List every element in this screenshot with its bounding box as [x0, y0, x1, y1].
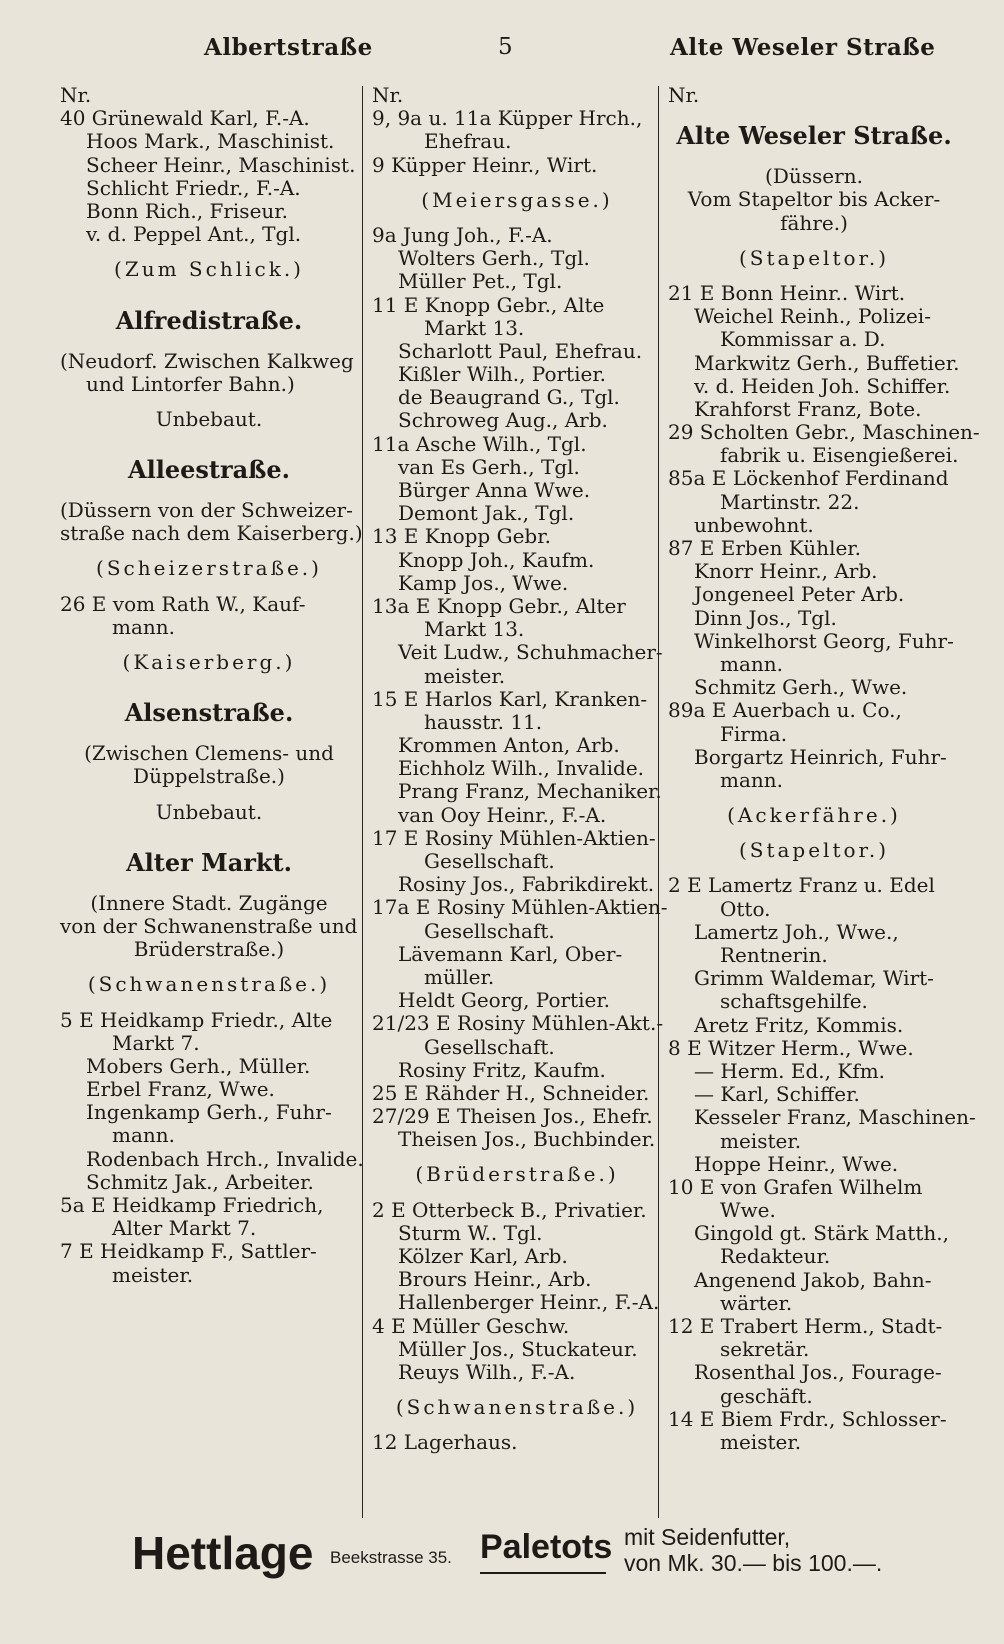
entry-line: 26 E vom Rath W., Kauf- — [60, 591, 306, 616]
entry-line: Aretz Fritz, Kommis. — [694, 1012, 904, 1037]
entry-line: Prang Franz, Mechaniker. — [398, 779, 662, 804]
entry-line: Grimm Waldemar, Wirt- — [694, 966, 934, 991]
entry-line: Rosiny Jos., Fabrikdirekt. — [398, 872, 655, 897]
entry-line: 8 E Witzer Herm., Wwe. — [668, 1035, 914, 1060]
entry-line: Firma. — [720, 721, 788, 746]
entry-line: wärter. — [720, 1290, 793, 1315]
spacer — [60, 431, 358, 453]
spacer — [60, 824, 358, 846]
entry-line: Borgartz Heinrich, Fuhr- — [694, 744, 947, 769]
spacer — [60, 282, 358, 304]
entry-line: schaftsgehilfe. — [720, 989, 868, 1014]
spacer — [60, 789, 358, 801]
ad-address: Beekstrasse 35. — [330, 1548, 452, 1567]
entry-line: Scheer Heinr., Maschinist. — [86, 152, 356, 177]
entry-line: Markt 7. — [112, 1030, 200, 1055]
entry-line: Kamp Jos., Wwe. — [398, 570, 569, 595]
cross-street-note: (Meiersgasse.) — [421, 187, 613, 212]
entry-line: 87 E Erben Kühler. — [668, 536, 862, 560]
entry-line: 27/29 E Theisen Jos., Ehefr. — [372, 1104, 653, 1129]
cross-street-note: (Stapeltor.) — [738, 245, 890, 270]
entry-line: 40 Grünewald Karl, F.-A. — [60, 106, 310, 131]
header-left-street: Albertstraße — [204, 34, 373, 61]
entry-line: Dinn Jos., Tgl. — [694, 605, 837, 630]
entry-line: müller. — [424, 964, 495, 989]
ad-divider — [480, 1572, 606, 1574]
advertisement — [124, 1522, 944, 1622]
entry-line: fähre.) — [780, 210, 848, 235]
entry-line: Reuys Wilh., F.-A. — [398, 1359, 576, 1384]
spacer — [60, 880, 358, 892]
entry-line: Unbebaut. — [155, 406, 263, 431]
entry-line: unbewohnt. — [694, 512, 814, 537]
entry-line: Müller Jos., Stuckateur. — [398, 1336, 638, 1361]
entry-line: Winkelhorst Georg, Fuhr- — [694, 628, 954, 653]
entry-line: Rentnerin. — [720, 943, 828, 967]
ad-detail-line-1: mit Seidenfutter, — [624, 1524, 791, 1550]
entry-line: Alter Markt 7. — [112, 1216, 257, 1241]
entry-line: Wwe. — [720, 1198, 776, 1223]
cross-street-note: (Ackerfähre.) — [727, 803, 901, 828]
entry-line: Markt 13. — [424, 617, 525, 642]
entry-line: 5 E Heidkamp Friedr., Alte — [60, 1007, 333, 1032]
entry-line: Nr. — [372, 83, 404, 107]
entry-line: geschäft. — [720, 1383, 813, 1408]
entry-line: Theisen Jos., Buchbinder. — [398, 1127, 656, 1152]
cross-street-note: (Stapeltor.) — [738, 838, 890, 863]
ad-detail-line-2: von Mk. 30.— bis 100.—. — [624, 1550, 883, 1576]
entry-line: Kölzer Karl, Arb. — [398, 1244, 568, 1268]
entry-line: Düppelstraße.) — [133, 764, 285, 789]
entry-line: 15 E Harlos Karl, Kranken- — [372, 686, 648, 711]
cross-street-note: (Brüderstraße.) — [415, 1162, 619, 1187]
entry-line: 9 Küpper Heinr., Wirt. — [372, 152, 598, 177]
ad-product: Paletots — [480, 1528, 613, 1566]
street-heading: Alleestraße. — [127, 455, 291, 485]
entry-line: Hoppe Heinr., Wwe. — [694, 1151, 899, 1176]
spacer — [372, 1187, 662, 1199]
entry-line: Veit Ludw., Schuhmacher- — [398, 640, 663, 665]
cross-street-note: (Scheizerstraße.) — [96, 556, 322, 581]
entry-line: fabrik u. Eisengießerei. — [720, 443, 959, 468]
column-1 — [60, 83, 364, 1287]
entry-line: 17 E Rosiny Mühlen-Aktien- — [372, 825, 656, 850]
entry-line: mann. — [720, 767, 784, 792]
entry-line: 12 E Trabert Herm., Stadt- — [668, 1314, 943, 1338]
cross-street-note: (Zum Schlick.) — [114, 257, 304, 282]
spacer — [668, 235, 960, 247]
entry-line: Gesellschaft. — [424, 849, 555, 873]
spacer — [60, 581, 358, 593]
entry-line: und Lintorfer Bahn.) — [86, 371, 295, 396]
entry-line: Bürger Anna Wwe. — [398, 478, 591, 502]
entry-line: 4 E Müller Geschw. — [372, 1313, 570, 1338]
entry-line: 29 Scholten Gebr., Maschinen- — [668, 420, 980, 445]
entry-line: sekretär. — [720, 1337, 810, 1362]
entry-line: Demont Jak., Tgl. — [398, 501, 575, 526]
entry-line: Ehefrau. — [424, 129, 512, 154]
entry-line: 2 E Lamertz Franz u. Edel — [668, 873, 935, 898]
street-heading: Alter Markt. — [126, 847, 292, 877]
entry-line: Schroweg Aug., Arb. — [398, 408, 608, 433]
entry-line: Schlicht Friedr., F.-A. — [86, 175, 301, 200]
entry-line: hausstr. 11. — [424, 709, 543, 734]
entry-line: 7 E Heidkamp F., Sattler- — [60, 1239, 317, 1264]
entry-line: — Karl, Schiffer. — [694, 1082, 860, 1107]
entry-line: meister. — [720, 1429, 802, 1454]
column-2 — [372, 83, 668, 1455]
entry-line: Gesellschaft. — [424, 918, 555, 943]
entry-line: Eichholz Wilh., Invalide. — [398, 756, 645, 781]
entry-line: straße nach dem Kaiserberg.) — [60, 521, 363, 546]
entry-line: 89a E Auerbach u. Co., — [668, 698, 902, 723]
entry-line: 9, 9a u. 11a Küpper Hrch., — [372, 106, 643, 131]
entry-line: Martinstr. 22. — [720, 489, 860, 514]
entry-line: meister. — [424, 663, 506, 688]
entry-line: Nr. — [668, 83, 700, 107]
entry-line: Redakteur. — [720, 1244, 831, 1269]
entry-line: Kißler Wilh., Portier. — [398, 362, 607, 387]
column-divider — [362, 86, 363, 1518]
entry-line: Gesellschaft. — [424, 1034, 555, 1059]
entry-line: Brours Heinr., Arb. — [398, 1267, 592, 1292]
entry-line: Krommen Anton, Arb. — [398, 733, 620, 758]
entry-line: 10 E von Grafen Wilhelm — [668, 1174, 923, 1199]
entry-line: Rosenthal Jos., Fourage- — [694, 1360, 942, 1385]
entry-line: Scharlott Paul, Ehefrau. — [398, 338, 643, 363]
page-number: 5 — [498, 34, 514, 60]
entry-line: Brüderstraße.) — [133, 937, 285, 962]
entry-line: 14 E Biem Frdr., Schlosser- — [668, 1406, 947, 1431]
entry-line: Heldt Georg, Portier. — [398, 988, 611, 1013]
entry-line: Nr. — [60, 83, 92, 107]
entry-line: Erbel Franz, Wwe. — [86, 1077, 275, 1102]
spacer — [668, 107, 960, 119]
street-heading: Alte Weseler Straße. — [676, 121, 952, 151]
entry-line: Weichel Reinh., Polizei- — [694, 304, 931, 329]
entry-line: (Zwischen Clemens- und — [84, 741, 334, 766]
entry-line: Lävemann Karl, Ober- — [398, 941, 623, 966]
entry-line: Jongeneel Peter Arb. — [694, 582, 905, 607]
entry-line: 21 E Bonn Heinr.. Wirt. — [668, 280, 906, 305]
entry-line: mann. — [720, 651, 784, 676]
entry-line: 13a E Knopp Gebr., Alter — [372, 593, 626, 618]
entry-line: mann. — [112, 614, 176, 639]
entry-line: Kommissar a. D. — [720, 327, 886, 352]
entry-line: meister. — [112, 1262, 194, 1287]
entry-line: Vom Stapeltor bis Acker- — [687, 187, 941, 212]
entry-line: (Düssern von der Schweizer- — [60, 498, 353, 523]
entry-line: Wolters Gerh., Tgl. — [398, 246, 590, 271]
spacer — [372, 177, 662, 189]
entry-line: Müller Pet., Tgl. — [398, 269, 563, 294]
entry-line: Kesseler Franz, Maschinen- — [694, 1105, 976, 1130]
cross-street-note: (Schwanenstraße.) — [395, 1395, 639, 1420]
entry-line: Rodenbach Hrch., Invalide. — [86, 1146, 364, 1171]
entry-line: v. d. Heiden Joh. Schiffer. — [694, 373, 951, 398]
header-right-street: Alte Weseler Straße — [670, 34, 936, 61]
entry-line: 12 Lagerhaus. — [372, 1430, 518, 1455]
entry-line: 85a E Löckenhof Ferdinand — [668, 466, 949, 491]
entry-line: 21/23 E Rosiny Mühlen-Akt.- — [372, 1011, 664, 1036]
entry-line: 5a E Heidkamp Friedrich, — [60, 1193, 324, 1217]
entry-line: von der Schwanenstraße und — [60, 913, 358, 938]
entry-line: 11 E Knopp Gebr., Alte — [372, 292, 605, 317]
entry-line: mann. — [112, 1123, 176, 1148]
spacer — [60, 674, 358, 696]
street-heading: Alfredistraße. — [115, 305, 303, 335]
entry-line: Unbebaut. — [155, 799, 263, 824]
entry-line: 11a Asche Wilh., Tgl. — [372, 431, 587, 456]
entry-line: Markt 13. — [424, 315, 525, 340]
entry-line: Angenend Jakob, Bahn- — [694, 1267, 932, 1292]
entry-line: van Ooy Heinr., F.-A. — [398, 802, 607, 827]
street-heading: Alsenstraße. — [124, 698, 294, 728]
entry-line: 2 E Otterbeck B., Privatier. — [372, 1197, 647, 1222]
entry-line: Lamertz Joh., Wwe., — [694, 919, 899, 944]
cross-street-note: (Schwanenstraße.) — [87, 972, 331, 997]
entry-line: Mobers Gerh., Müller. — [86, 1053, 311, 1078]
entry-line: Hoos Mark., Maschinist. — [86, 129, 335, 154]
entry-line: Ingenkamp Gerh., Fuhr- — [86, 1100, 332, 1125]
entry-line: (Neudorf. Zwischen Kalkweg — [60, 348, 354, 373]
ad-brand: Hettlage — [132, 1527, 314, 1579]
entry-line: Schmitz Gerh., Wwe. — [694, 675, 908, 700]
entry-line: Krahforst Franz, Bote. — [694, 396, 922, 421]
spacer — [60, 997, 358, 1009]
entry-line: Hallenberger Heinr., F.-A. — [398, 1290, 660, 1315]
entry-line: Gingold gt. Stärk Matth., — [694, 1221, 949, 1246]
entry-line: Sturm W.. Tgl. — [398, 1220, 543, 1245]
entry-line: Knopp Joh., Kaufm. — [398, 547, 595, 572]
entry-line: — Herm. Ed., Kfm. — [694, 1058, 886, 1083]
entry-line: Knorr Heinr., Arb. — [694, 559, 878, 584]
spacer — [60, 338, 358, 350]
entry-line: 13 E Knopp Gebr. — [372, 524, 551, 549]
entry-line: Markwitz Gerh., Buffetier. — [694, 350, 960, 375]
entry-line: Rosiny Fritz, Kaufm. — [398, 1057, 606, 1082]
entry-line: Bonn Rich., Friseur. — [86, 198, 289, 223]
cross-street-note: (Kaiserberg.) — [122, 650, 296, 674]
entry-line: (Innere Stadt. Zugänge — [90, 890, 328, 915]
entry-line: 17a E Rosiny Mühlen-Aktien- — [372, 895, 668, 920]
entry-line: van Es Gerh., Tgl. — [398, 454, 580, 479]
entry-line: Otto. — [720, 896, 771, 921]
entry-line: v. d. Peppel Ant., Tgl. — [86, 222, 302, 247]
entry-line: Schmitz Jak., Arbeiter. — [86, 1169, 314, 1194]
entry-line: 25 E Rähder H., Schneider. — [372, 1080, 650, 1105]
entry-line: meister. — [720, 1128, 802, 1153]
entry-line: 9a Jung Joh., F.-A. — [372, 222, 553, 247]
entry-line: de Beaugrand G., Tgl. — [398, 385, 620, 410]
entry-line: (Düssern. — [765, 164, 863, 189]
column-3 — [668, 83, 980, 1454]
